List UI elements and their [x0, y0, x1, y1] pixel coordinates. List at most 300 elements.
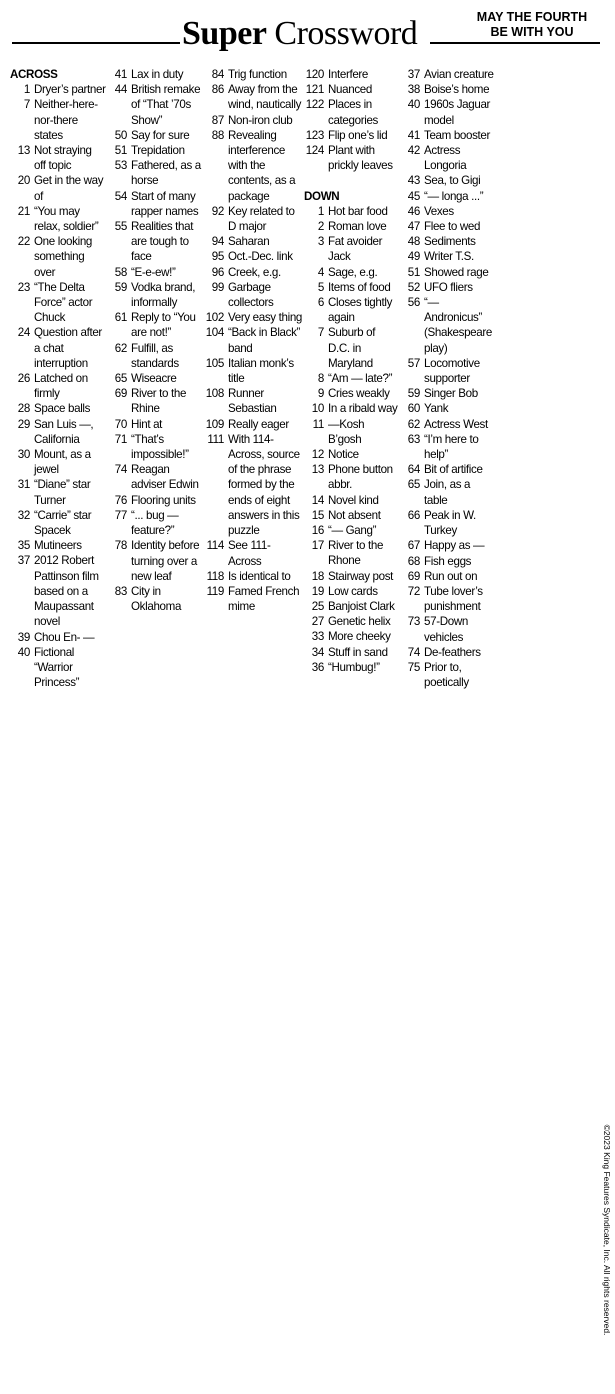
clue-number: 74 [407, 645, 420, 659]
clue-text: —Kosh B’gosh [328, 417, 365, 446]
down-clue [400, 219, 496, 234]
clue-number: 7 [317, 326, 324, 340]
down-clue [400, 234, 496, 249]
clue-text: Low cards [328, 584, 378, 598]
puzzle-theme-title [462, 10, 602, 40]
down-clue [304, 523, 399, 538]
across-clue [10, 97, 106, 143]
clue-text: Join, as a table [424, 478, 471, 507]
across-clue [107, 508, 204, 538]
clue-number: 71 [114, 432, 127, 446]
down-clue [400, 432, 496, 462]
clue-number: 68 [407, 554, 420, 568]
puzzle-title [182, 14, 417, 54]
clue-text: Showed rage [424, 265, 489, 279]
across-clue [10, 82, 106, 97]
clue-text: Avian creature [424, 68, 494, 81]
clue-text: Latched on firmly [34, 372, 88, 401]
clue-number: 55 [114, 220, 127, 234]
down-clue [400, 386, 496, 401]
down-clue [304, 417, 399, 447]
clue-number: 69 [114, 387, 127, 401]
clue-text: Get in the way of [34, 174, 104, 203]
across-clue [304, 67, 399, 82]
clue-text: Locomotive supporter [424, 356, 480, 386]
across-clue [204, 386, 303, 416]
clue-text: Happy as — [424, 539, 485, 553]
clue-text: Space balls [34, 402, 91, 416]
clue-text: Fish eggs [424, 554, 472, 568]
clue-number: 76 [114, 493, 127, 507]
clue-text: Wiseacre [131, 372, 177, 386]
down-clue [400, 249, 496, 264]
down-clue [304, 599, 399, 614]
clue-number: 24 [17, 326, 30, 340]
clue-text: City in Oklahoma [131, 584, 182, 614]
clue-number: 34 [311, 645, 324, 659]
theme-line-2: BE WITH YOU [490, 25, 574, 39]
clue-number: 118 [206, 569, 224, 583]
clue-text: Actress Longoria [424, 144, 467, 173]
clue-text: In a ribald way [328, 402, 398, 416]
clue-text: Yank [424, 402, 449, 416]
across-clue [10, 508, 106, 538]
clue-number: 52 [407, 280, 420, 294]
clue-number: 31 [17, 478, 30, 492]
across-clue [10, 401, 106, 416]
down-clue [400, 295, 496, 356]
clue-number: 96 [211, 265, 224, 279]
down-clue [304, 401, 399, 416]
section-gap [304, 173, 399, 188]
down-clue [304, 280, 399, 295]
clue-text: Trig function [228, 68, 287, 81]
down-clue [400, 67, 496, 82]
clue-text: More cheeky [328, 630, 391, 644]
across-clue [107, 265, 204, 280]
clue-text: Mutineers [34, 539, 82, 553]
down-clue [304, 219, 399, 234]
clue-text: Sea, to Gigi [424, 174, 481, 188]
across-clue [107, 341, 204, 371]
down-clue [304, 295, 399, 325]
down-clue [400, 189, 496, 204]
down-clue [304, 584, 399, 599]
clue-text: Is identical to [228, 569, 291, 583]
clue-text: Chou En- — [34, 630, 95, 644]
clue-number: 51 [407, 265, 420, 279]
clue-text: Plant with prickly leaves [328, 144, 393, 173]
clue-text: Not absent [328, 508, 381, 522]
down-clue [304, 614, 399, 629]
across-clue [204, 310, 303, 325]
clue-text: Start of many rapper names [131, 189, 199, 218]
across-clue [107, 493, 204, 508]
clue-number: 41 [114, 68, 127, 81]
clue-number: 92 [211, 204, 224, 218]
across-clue [107, 67, 204, 82]
across-clue [10, 325, 106, 371]
title-rest: Crossword [266, 15, 418, 52]
clue-text: Say for sure [131, 128, 190, 142]
clue-number: 109 [205, 417, 224, 431]
page-header [0, 0, 615, 62]
across-clue [304, 82, 399, 97]
clue-text: Roman love [328, 220, 387, 233]
clue-column [304, 67, 399, 675]
down-clue [400, 554, 496, 569]
down-clue [400, 173, 496, 188]
clue-number: 62 [407, 417, 420, 431]
clue-number: 20 [17, 174, 30, 188]
clue-text: “The Delta Force” actor Chuck [34, 280, 93, 325]
clue-number: 58 [114, 265, 127, 279]
clue-number: 40 [407, 98, 420, 112]
across-clue [107, 371, 204, 386]
clue-number: 119 [206, 584, 224, 598]
clue-number: 77 [114, 508, 127, 522]
clue-text: “Humbug!” [328, 660, 380, 674]
across-clue [204, 538, 303, 568]
down-heading: DOWN [304, 189, 340, 203]
across-clue [204, 417, 303, 432]
across-clue [204, 432, 303, 538]
across-clue [10, 645, 106, 691]
across-clue [10, 173, 106, 203]
clue-text: Runner Sebastian [228, 387, 277, 416]
clue-number: 50 [114, 128, 127, 142]
clue-text: San Luis —, California [34, 417, 94, 446]
clue-number: 7 [23, 98, 30, 112]
down-clue [400, 584, 496, 614]
across-clue [107, 219, 204, 265]
across-clue [304, 143, 399, 173]
clue-number: 65 [407, 478, 420, 492]
clue-number: 42 [407, 144, 420, 158]
across-clue [10, 234, 106, 280]
clue-column [204, 67, 303, 614]
clue-number: 84 [211, 68, 224, 81]
down-clue [400, 660, 496, 690]
clue-number: 37 [407, 68, 420, 81]
clue-number: 11 [312, 417, 324, 431]
clue-number: 13 [17, 144, 30, 157]
clue-number: 56 [407, 296, 420, 310]
clue-text: Suburb of D.C. in Maryland [328, 326, 376, 370]
across-clue [10, 477, 106, 507]
clue-number: 14 [311, 493, 324, 507]
clue-text: Hot bar food [328, 204, 388, 218]
clue-number: 57 [407, 356, 420, 370]
clue-number: 45 [407, 189, 420, 203]
clue-text: Garbage collectors [228, 280, 274, 310]
across-clue [304, 128, 399, 143]
down-clue [304, 265, 399, 280]
down-clue [304, 234, 399, 264]
clue-number: 111 [207, 432, 224, 446]
across-clue [204, 249, 303, 264]
clue-text: Items of food [328, 280, 391, 294]
across-clue [107, 310, 204, 340]
clue-text: Oct.-Dec. link [228, 250, 293, 264]
clue-number: 83 [114, 584, 127, 598]
clue-text: Away from the wind, nautically [228, 83, 302, 112]
clue-number: 44 [114, 83, 127, 97]
across-clue [204, 356, 303, 386]
clue-number: 35 [17, 539, 30, 553]
clue-number: 12 [311, 448, 324, 462]
clue-text: “You may relax, soldier” [34, 204, 99, 234]
clue-text: Bit of artifice [424, 463, 483, 477]
clue-text: Hint at [131, 417, 163, 431]
down-clue [400, 417, 496, 432]
down-clue [400, 401, 496, 416]
clue-number: 60 [407, 402, 420, 416]
clue-number: 46 [407, 204, 420, 218]
down-clue [304, 204, 399, 219]
clue-text: British remake of “That ’70s Show” [131, 83, 201, 127]
clue-text: UFO fliers [424, 280, 473, 294]
clue-number: 29 [17, 417, 30, 431]
clue-number: 38 [407, 83, 420, 97]
clue-number: 75 [407, 660, 420, 674]
across-clue [10, 447, 106, 477]
clue-text: “... bug — feature?” [131, 508, 179, 538]
clue-number: 27 [311, 615, 324, 629]
clue-text: Flooring units [131, 493, 196, 507]
across-clue [107, 462, 204, 492]
clue-text: River to the Rhine [131, 387, 187, 416]
clue-column [10, 67, 106, 690]
across-clue [10, 417, 106, 447]
across-clue [204, 325, 303, 355]
clue-text: Revealing interference with the contents, as a package [228, 128, 296, 203]
clue-text: Non-iron club [228, 113, 293, 127]
clue-number: 87 [211, 113, 224, 127]
clue-text: “E-e-ew!” [131, 265, 176, 279]
clue-number: 39 [17, 630, 30, 644]
clue-text: 1960s Jaguar model [424, 98, 491, 127]
clue-number: 37 [17, 554, 30, 568]
clue-column [107, 67, 204, 614]
across-clue [204, 113, 303, 128]
across-clue [204, 265, 303, 280]
down-clue [304, 629, 399, 644]
clue-number: 2 [317, 220, 324, 233]
clue-text: Question after a chat interruption [34, 326, 102, 370]
clue-number: 30 [17, 448, 30, 462]
clue-number: 21 [17, 204, 30, 218]
across-clue [107, 280, 204, 310]
clue-number: 47 [407, 220, 420, 234]
clue-text: Famed French mime [228, 584, 300, 614]
clue-text: Genetic helix [328, 615, 391, 629]
clue-number: 123 [305, 128, 324, 142]
clue-text: Not straying off topic [34, 144, 92, 173]
clue-number: 41 [407, 128, 420, 142]
across-clue [107, 158, 204, 188]
down-clue [304, 386, 399, 401]
down-clue [304, 538, 399, 568]
clue-text: Prior to, poetically [424, 660, 469, 690]
clue-text: Flee to wed [424, 220, 481, 234]
across-clue [204, 204, 303, 234]
clue-column [400, 67, 496, 690]
clue-number: 61 [114, 311, 127, 325]
header-rule-left [12, 42, 180, 44]
clue-text: Sage, e.g. [328, 265, 378, 279]
clue-number: 8 [317, 372, 324, 386]
clue-text: Saharan [228, 235, 270, 249]
clue-number: 17 [311, 539, 324, 553]
copyright-notice [601, 1085, 613, 1375]
clue-number: 114 [206, 539, 224, 553]
clue-text: Italian monk’s title [228, 356, 294, 386]
down-clue [400, 82, 496, 97]
across-clue [204, 234, 303, 249]
clue-number: 18 [311, 569, 324, 583]
clue-number: 59 [407, 387, 420, 401]
clue-number: 23 [17, 280, 30, 294]
clue-number: 5 [317, 280, 324, 294]
clue-text: “I’m here to help” [424, 432, 479, 462]
clue-text: Cries weakly [328, 387, 390, 401]
title-bold-word: Super [182, 15, 267, 52]
down-clue [400, 204, 496, 219]
clue-text: Realities that are tough to face [131, 220, 194, 264]
clue-number: 15 [311, 508, 324, 522]
clue-number: 73 [407, 615, 420, 629]
across-clue [107, 189, 204, 219]
clue-text: Run out on [424, 569, 478, 583]
clue-text: Vodka brand, informally [131, 280, 196, 310]
clue-number: 64 [407, 463, 420, 477]
header-rule-right [430, 42, 600, 44]
clue-text: 57-Down vehicles [424, 615, 468, 644]
clue-number: 122 [305, 98, 324, 112]
clue-number: 104 [205, 326, 224, 340]
clue-number: 108 [205, 387, 224, 401]
clue-number: 19 [311, 584, 324, 598]
clue-text: Vexes [424, 204, 454, 218]
down-clue [400, 645, 496, 660]
clue-number: 124 [305, 144, 324, 158]
clue-text: Stairway post [328, 569, 394, 583]
down-clue [400, 280, 496, 295]
clue-number: 43 [407, 174, 420, 188]
clue-text: “— Andronicus” (Shakespeare play) [424, 296, 492, 355]
down-clue [304, 493, 399, 508]
clue-text: Fathered, as a horse [131, 159, 201, 188]
clue-number: 16 [311, 524, 324, 538]
down-clue [400, 462, 496, 477]
clue-number: 1 [23, 83, 30, 97]
clue-text: River to the Rhone [328, 539, 384, 568]
clue-text: Key related to D major [228, 204, 295, 234]
clue-text: “That’s impossible!” [131, 432, 189, 462]
clue-number: 51 [114, 144, 127, 158]
clue-number: 62 [114, 341, 127, 355]
down-clue [400, 614, 496, 644]
clue-number: 28 [17, 402, 30, 416]
across-clue [10, 538, 106, 553]
across-clue [107, 417, 204, 432]
down-clue [400, 356, 496, 386]
clue-number: 9 [317, 387, 324, 401]
clue-number: 6 [317, 296, 324, 310]
across-clue [204, 67, 303, 82]
clue-number: 3 [317, 235, 324, 249]
clue-number: 105 [205, 356, 224, 370]
clue-number: 54 [114, 189, 127, 203]
clue-number: 74 [114, 463, 127, 477]
across-clue [204, 82, 303, 112]
across-clue [10, 280, 106, 326]
clue-text: Trepidation [131, 144, 185, 158]
across-clue [107, 584, 204, 614]
clue-number: 66 [407, 508, 420, 522]
down-clue [400, 265, 496, 280]
down-clue [400, 143, 496, 173]
down-clue [304, 660, 399, 675]
across-clue [304, 97, 399, 127]
clue-text: Fat avoider Jack [328, 235, 383, 264]
clue-number: 70 [114, 417, 127, 431]
down-clue [304, 462, 399, 492]
clue-number: 86 [211, 83, 224, 97]
clue-text: Tube lover’s punishment [424, 584, 483, 614]
clue-text: See 111-Across [228, 539, 271, 568]
clue-number: 69 [407, 569, 420, 583]
clue-number: 102 [205, 311, 224, 325]
across-clue [107, 82, 204, 128]
clue-text: One looking something over [34, 235, 93, 279]
clue-text: “Am — late?” [328, 372, 393, 386]
clue-text: Sediments [424, 235, 476, 249]
clue-text: Novel kind [328, 493, 379, 507]
down-clue [304, 645, 399, 660]
clue-number: 65 [114, 372, 127, 386]
across-clue [10, 553, 106, 629]
clue-number: 40 [17, 645, 30, 659]
clue-text: Fulfill, as standards [131, 341, 179, 370]
clue-text: Writer T.S. [424, 250, 474, 264]
clue-number: 94 [211, 235, 224, 249]
clue-text: Reply to “You are not!” [131, 311, 196, 340]
clue-list [0, 64, 615, 714]
clue-text: Reagan adviser Edwin [131, 463, 199, 492]
clue-number: 59 [114, 280, 127, 294]
clue-number: 32 [17, 508, 30, 522]
clue-number: 4 [317, 265, 324, 279]
across-clue [204, 584, 303, 614]
clue-text: Nuanced [328, 83, 372, 97]
down-clue [400, 508, 496, 538]
clue-number: 49 [407, 250, 420, 264]
clue-text: Interfere [328, 68, 369, 81]
clue-number: 48 [407, 235, 420, 249]
clue-number: 78 [114, 539, 127, 553]
down-clue [304, 371, 399, 386]
clue-text: Stuff in sand [328, 645, 388, 659]
clue-text: Creek, e.g. [228, 265, 281, 279]
clue-text: Mount, as a jewel [34, 448, 91, 477]
clue-number: 99 [211, 280, 224, 294]
clue-number: 10 [311, 402, 324, 416]
across-clue [204, 280, 303, 310]
down-clue [304, 325, 399, 371]
clue-number: 1 [317, 204, 324, 218]
